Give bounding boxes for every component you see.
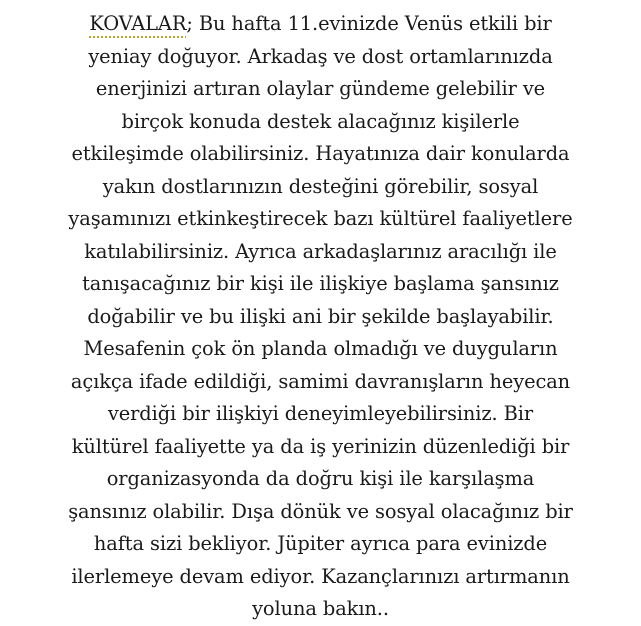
text-line-17: hafta sizi bekliyor. Jüpiter ayrıca para evinizde — [93, 532, 548, 555]
text-line-8: katılabilirsiniz. Ayrıca arkadaşlarınız aracılığı ile — [84, 239, 557, 263]
text-line-6: yakın dostlarınızın desteğini görebilir, sosyal — [102, 174, 539, 198]
text-line-19: yoluna bakın.. — [252, 597, 389, 620]
text-line-7: yaşamınızı etkinkeştirecek bazı kültürel faaliyetlere — [68, 207, 573, 230]
text-line-10: doğabilir ve bu ilişki ani bir şekilde başlayabilir. — [87, 304, 554, 328]
text-line-15: organizasyonda da doğru kişi ile karşılaşma — [106, 467, 535, 490]
text-line-11: Mesafenin çok ön planda olmadığı ve duyguların — [83, 337, 558, 360]
text-line-4: birçok konuda destek alacağınız kişilerle — [121, 109, 520, 133]
text-line-5: etkileşimde olabilirsiniz. Hayatınıza dair konularda — [71, 142, 570, 165]
text-line-12: açıkça ifade edildiği, samimi davranışların heyecan — [70, 369, 571, 393]
text-line-3: enerjinizi artıran olaylar gündeme gelebilir ve — [95, 77, 546, 100]
text-line-9: tanışacağınız bir kişi ile ilişkiye başlama şansınız — [82, 272, 559, 295]
horoscope-text — [10, 8, 631, 626]
text-line-1-rest: ; Bu hafta 11.evinizde Venüs etkili bir — [186, 12, 552, 35]
text-line-2: yeniay doğuyor. Arkadaş ve dost ortamlarınızda — [88, 44, 553, 68]
text-line-18: ilerlemeye devam ediyor. Kazançlarınızı artırmanın — [71, 564, 570, 588]
text-line-13: verdiği bir ilişkiyi deneyimleyebilirsiniz. Bir — [107, 402, 534, 425]
zodiac-sign-label: KOVALAR — [89, 12, 187, 35]
text-line-1 — [10, 8, 631, 41]
text-line-14: kültürel faaliyette ya da iş yerinizin düzenlediği bir — [71, 434, 570, 458]
text-line-16: şansınız olabilir. Dışa dönük ve sosyal olacağınız bir — [68, 499, 573, 523]
